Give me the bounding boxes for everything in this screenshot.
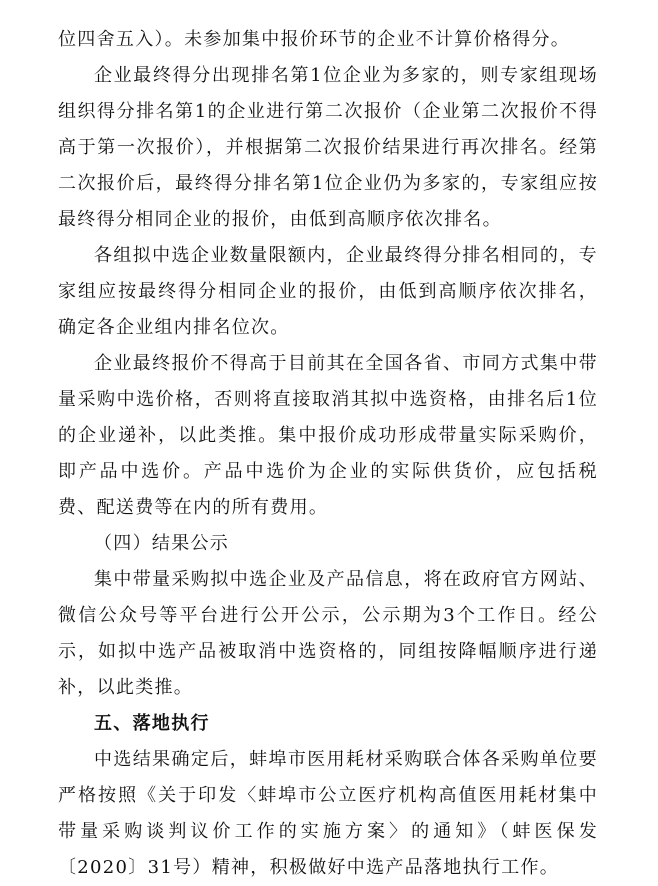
paragraph-implementation: 中选结果确定后，蚌埠市医用耗材采购联合体各采购单位要严格按照《关于印发〈蚌埠市公立医疗机构高值医用耗材集中带量采购谈判议价工作的实施方案〉的通知》（蚌医保发〔2020〕31号）精神，积极做好中选产品落地执行工作。 bbox=[58, 749, 598, 878]
paragraph-publicity: 集中带量采购拟中选企业及产品信息，将在政府官方网站、微信公众号等平台进行公开公示，公示期为3个工作日。经公示，如拟中选产品被取消中选资格的，同组按降幅顺序进行递补，以此类推。 bbox=[58, 569, 598, 698]
paragraph-price-cap: 企业最终报价不得高于目前其在全国各省、市同方式集中带量采购中选价格，否则将直接取消其拟中选资格，由排名后1位的企业递补，以此类推。集中报价成功形成带量实际采购价，即产品中选价。产品中选价为企业的实际供货价，应包括税费、配送费等在内的所有费用。 bbox=[58, 353, 598, 518]
paragraph-price-scoring-end: 位四舍五入）。未参加集中报价环节的企业不计算价格得分。 bbox=[58, 29, 571, 50]
paragraph-ranking-ties: 各组拟中选企业数量限额内，企业最终得分排名相同的，专家组应按最终得分相同企业的报价，由低到高顺序依次排名，确定各企业组内排名位次。 bbox=[58, 245, 598, 338]
subheading-result-publicity: （四）结果公示 bbox=[94, 533, 230, 554]
section-heading-implementation: 五、落地执行 bbox=[94, 713, 210, 734]
paragraph-second-quotation: 企业最终得分出现排名第1位企业为多家的，则专家组现场组织得分排名第1的企业进行第二次报价（企业第二次报价不得高于第一次报价），并根据第二次报价结果进行再次排名。经第二次报价后，最终得分排名第1位企业仍为多家的，专家组应按最终得分相同企业的报价，由低到高顺序依次排名。 bbox=[58, 65, 598, 230]
